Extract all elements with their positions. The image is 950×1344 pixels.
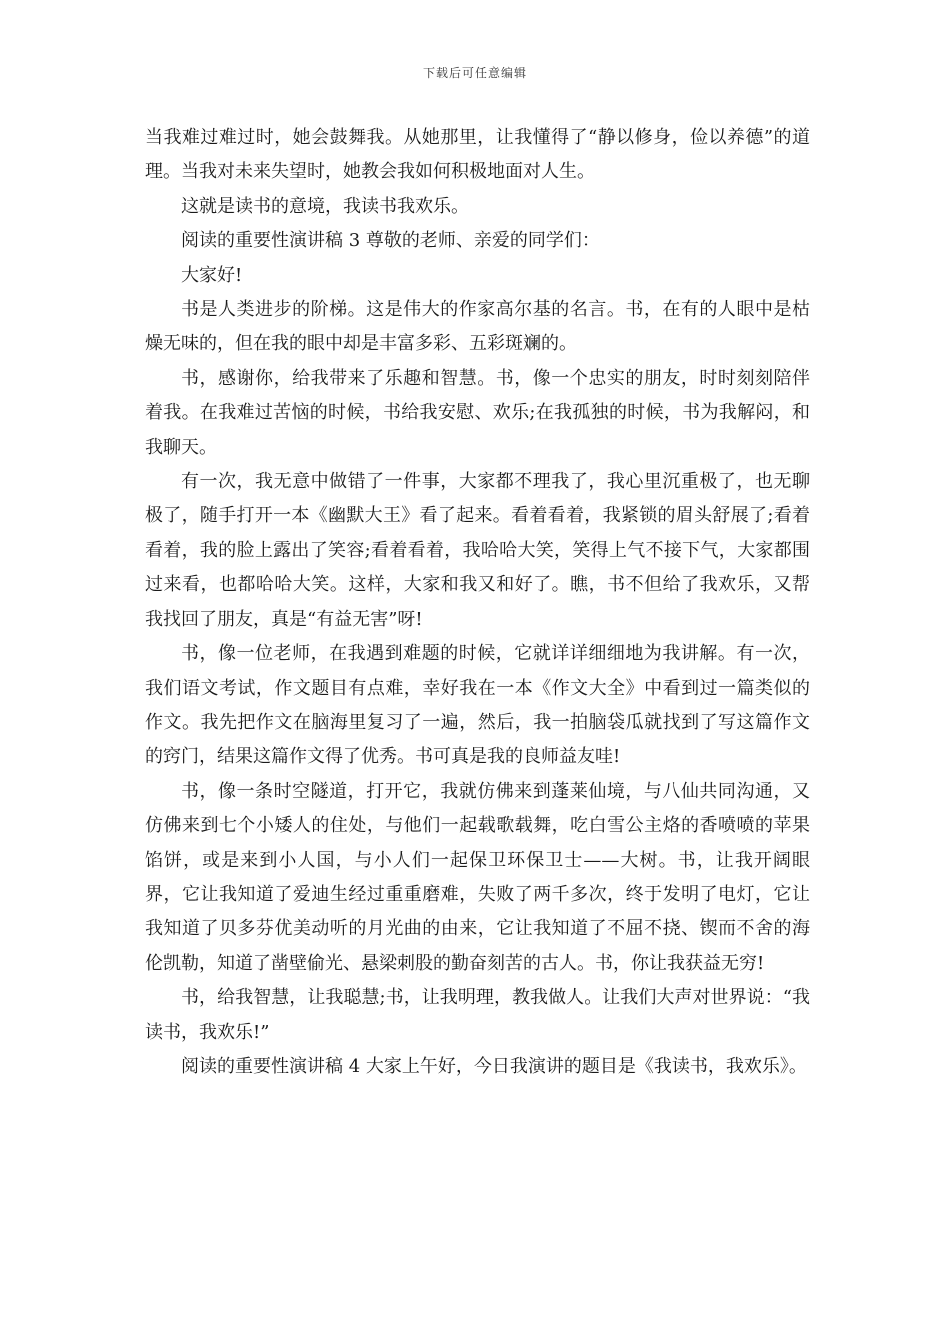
document-body (145, 121, 810, 1084)
paragraph: 书，感谢你，给我带来了乐趣和智慧。书，像一个忠实的朋友，时时刻刻陪伴着我。在我难过苦恼的时候，书给我安慰、欢乐;在我孤独的时候，书为我解闷，和我聊天。 (145, 367, 810, 458)
paragraph: 当我难过难过时，她会鼓舞我。从她那里，让我懂得了“静以修身，俭以养德”的道理。当我对未来失望时，她教会我如何积极地面对人生。 (145, 127, 810, 183)
paragraph: 书，像一位老师，在我遇到难题的时候，它就详详细细地为我讲解。有一次，我们语文考试，作文题目有点难，幸好我在一本《作文大全》中看到过一篇类似的作文。我先把作文在脑海里复习了一遍，然后，我一拍脑袋瓜就找到了写这篇作文的窍门，结果这篇作文得了优秀。书可真是我的良师益友哇! (145, 643, 810, 768)
paragraph: 书是人类进步的阶梯。这是伟大的作家高尔基的名言。书，在有的人眼中是枯燥无味的，但在我的眼中却是丰富多彩、五彩斑斓的。 (145, 299, 810, 355)
paragraph: 阅读的重要性演讲稿 3 尊敬的老师、亲爱的同学们： (181, 230, 600, 252)
paragraph: 书，像一条时空隧道，打开它，我就仿佛来到蓬莱仙境，与八仙共同沟通，又仿佛来到七个小矮人的住处，与他们一起载歌载舞，吃白雪公主烙的香喷喷的苹果馅饼，或是来到小人国，与小人们一起保卫环保卫士——大树。书，让我开阔眼界，它让我知道了爱迪生经过重重磨难，失败了两千多次，终于发明了电灯，它让我知道了贝多芬优美动听的月光曲的由来，它让我知道了不屈不挠、锲而不舍的海伦凯勒，知道了凿壁偷光、悬梁刺股的勤奋刻苦的古人。书，你让我获益无穷! (145, 780, 810, 974)
paragraph: 阅读的重要性演讲稿 4 大家上午好，今日我演讲的题目是《我读书，我欢乐》。 (181, 1055, 807, 1077)
paragraph: 这就是读书的意境，我读书我欢乐。 (181, 195, 469, 217)
paragraph: 书，给我智慧，让我聪慧;书，让我明理，教我做人。让我们大声对世界说：“我读书，我欢乐!” (145, 987, 810, 1043)
paragraph: 有一次，我无意中做错了一件事，大家都不理我了，我心里沉重极了，也无聊极了，随手打开一本《幽默大王》看了起来。看着看着，我紧锁的眉头舒展了;看着看着，我的脸上露出了笑容;看着看着，我哈哈大笑，笑得上气不接下气，大家都围过来看，也都哈哈大笑。这样，大家和我又和好了。瞧，书不但给了我欢乐，又帮我找回了朋友，真是“有益无害”呀! (145, 471, 810, 630)
page-header: 下载后可任意编辑 (422, 66, 527, 80)
paragraph: 大家好! (181, 264, 243, 286)
